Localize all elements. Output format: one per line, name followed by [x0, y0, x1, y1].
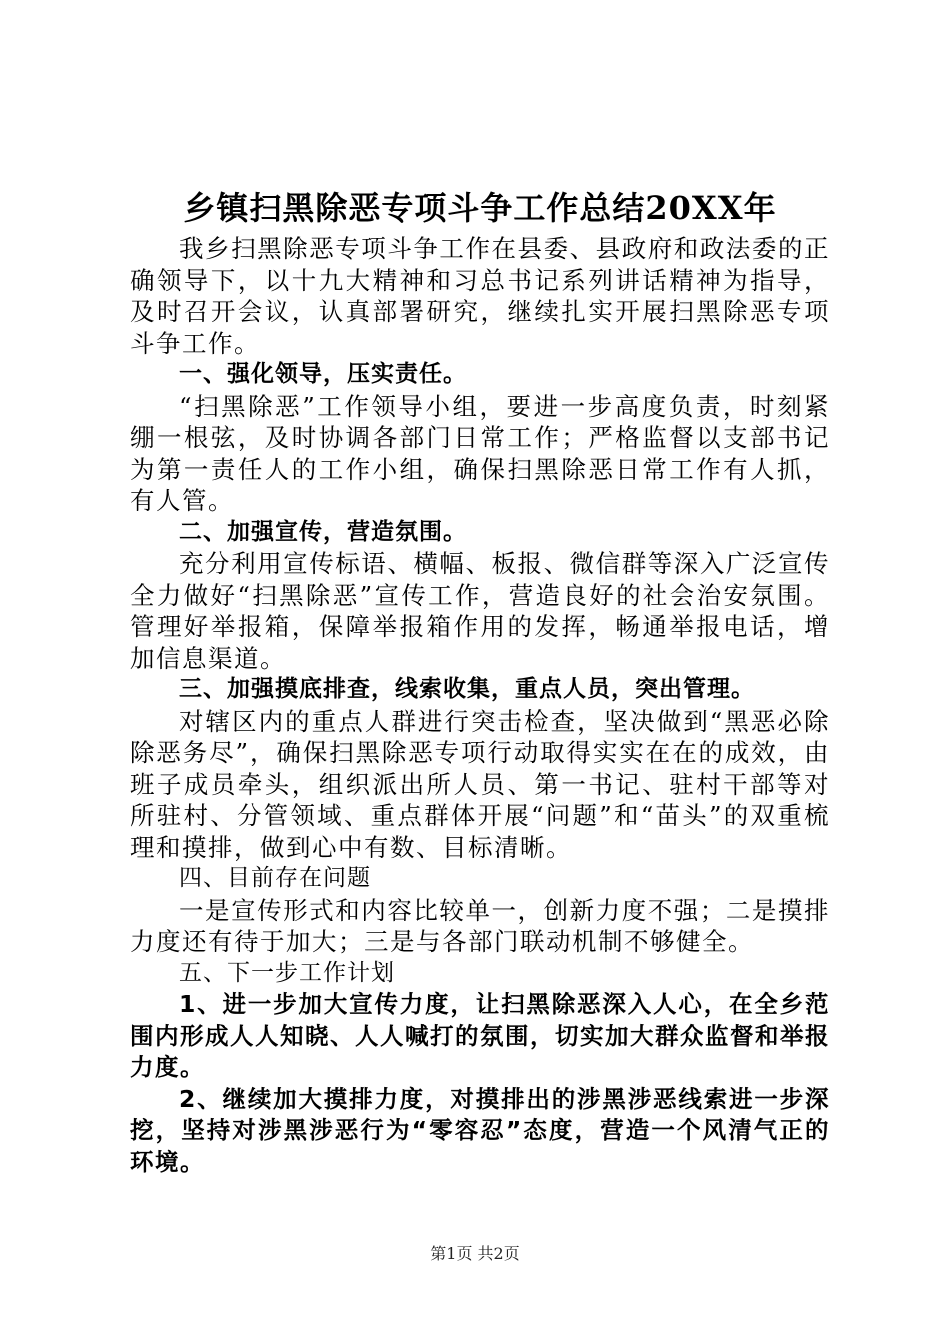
document-page [130, 186, 830, 1178]
intro-paragraph: 我乡扫黑除恶专项斗争工作在县委、县政府和政法委的正确领导下，以十九大精神和习总书记系列讲话精神为指导，及时召开会议，认真部署研究，继续扎实开展扫黑除恶专项斗争工作。 [130, 234, 830, 358]
plan-item-2: 2、继续加大摸排力度，对摸排出的涉黑涉恶线索进一步深挖，坚持对涉黑涉恶行为“零容忍”态度，营造一个风清气正的环境。 [130, 1084, 830, 1176]
plan-item-1: 1、进一步加大宣传力度，让扫黑除恶深入人心，在全乡范围内形成人人知晓、人人喊打的氛围，切实加大群众监督和举报力度。 [130, 990, 830, 1081]
page-title: 乡镇扫黑除恶专项斗争工作总结20XX年 [183, 189, 777, 227]
page-footer: 第1页 共2页 [430, 1244, 520, 1263]
section-body-4: 一是宣传形式和内容比较单一，创新力度不强；二是摸排力度还有待于加大；三是与各部门联动机制不够健全。 [130, 895, 830, 956]
section-heading-1: 一、强化领导，压实责任。 [179, 361, 467, 387]
section-heading-3: 三、加强摸底排查，线索收集，重点人员，突出管理。 [179, 676, 755, 702]
section-body-2: 充分利用宣传标语、横幅、板报、微信群等深入广泛宣传全力做好“扫黑除恶”宣传工作，营造良好的社会治安氛围。管理好举报箱，保障举报箱作用的发挥，畅通举报电话，增加信息渠道。 [130, 549, 830, 673]
section-heading-2: 二、加强宣传，营造氛围。 [179, 518, 467, 545]
section-heading-4: 四、目前存在问题 [179, 865, 371, 891]
section-heading-5: 五、下一步工作计划 [179, 959, 395, 986]
section-body-3: 对辖区内的重点人群进行突击检查，坚决做到“黑恶必除除恶务尽”，确保扫黑除恶专项行动取得实实在在的成效，由班子成员牵头，组织派出所人员、第一书记、驻村干部等对所驻村、分管领域、重点群体开展“问题”和“苗头”的双重梳理和摸排，做到心中有数、目标清晰。 [130, 706, 830, 862]
section-body-1: “扫黑除恶”工作领导小组，要进一步高度负责，时刻紧绷一根弦，及时协调各部门日常工作；严格监督以支部书记为第一责任人的工作小组，确保扫黑除恶日常工作有人抓，有人管。 [130, 391, 830, 515]
